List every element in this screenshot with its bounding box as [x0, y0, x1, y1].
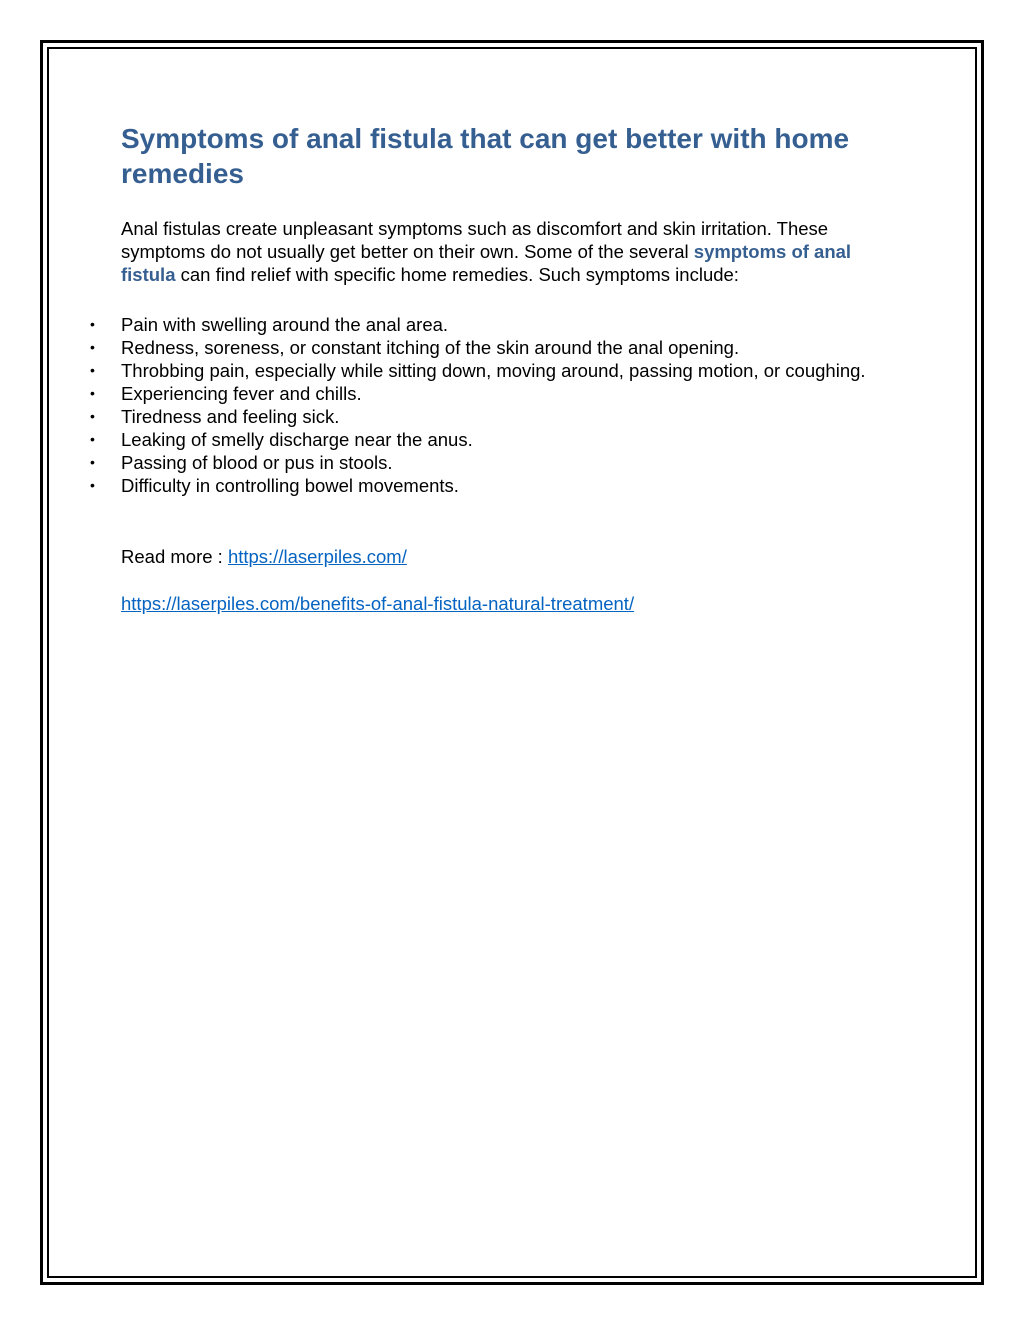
list-item — [90, 359, 881, 382]
bullet-icon: • — [90, 385, 95, 401]
bullet-icon: • — [90, 362, 95, 378]
symptom-text: Leaking of smelly discharge near the anus. — [121, 429, 473, 450]
symptom-text: Throbbing pain, especially while sitting down, moving around, passing motion, or coughing. — [121, 360, 866, 381]
bullet-icon: • — [90, 408, 95, 424]
document-title: Symptoms of anal fistula that can get better with home remedies — [121, 123, 850, 189]
article-link[interactable]: https://laserpiles.com/benefits-of-anal-fistula-natural-treatment/ — [121, 593, 635, 614]
symptom-text: Redness, soreness, or constant itching of the skin around the anal opening. — [121, 337, 740, 358]
read-more-label: Read more : — [121, 546, 228, 567]
symptom-text: Tiredness and feeling sick. — [121, 406, 340, 427]
list-item — [90, 451, 881, 474]
symptom-text: Experiencing fever and chills. — [121, 383, 362, 404]
list-item — [90, 428, 881, 451]
list-item — [90, 474, 881, 497]
symptom-text: Passing of blood or pus in stools. — [121, 452, 393, 473]
intro-text-before: Anal fistulas create unpleasant symptoms such as discomfort and skin irritation. These symptoms do not usually get better on their own. Some of the several — [121, 218, 829, 262]
article-link-line — [121, 592, 634, 615]
bullet-icon: • — [90, 339, 95, 355]
bullet-icon: • — [90, 454, 95, 470]
symptom-text: Pain with swelling around the anal area. — [121, 314, 449, 335]
list-item — [90, 313, 881, 336]
list-item — [90, 382, 881, 405]
bullet-icon: • — [90, 477, 95, 493]
list-item — [90, 336, 881, 359]
list-item — [90, 405, 881, 428]
read-more-line — [121, 545, 407, 568]
bullet-icon: • — [90, 316, 95, 332]
intro-paragraph — [121, 217, 901, 286]
symptoms-keyword-highlight: symptoms of anal fistula — [121, 241, 852, 285]
homepage-link[interactable]: https://laserpiles.com/ — [227, 546, 407, 567]
intro-text-after: can find relief with specific home remedies. Such symptoms include: — [175, 264, 739, 285]
bullet-icon: • — [90, 431, 95, 447]
symptom-text: Difficulty in controlling bowel movements. — [121, 475, 459, 496]
symptoms-list — [90, 313, 881, 497]
